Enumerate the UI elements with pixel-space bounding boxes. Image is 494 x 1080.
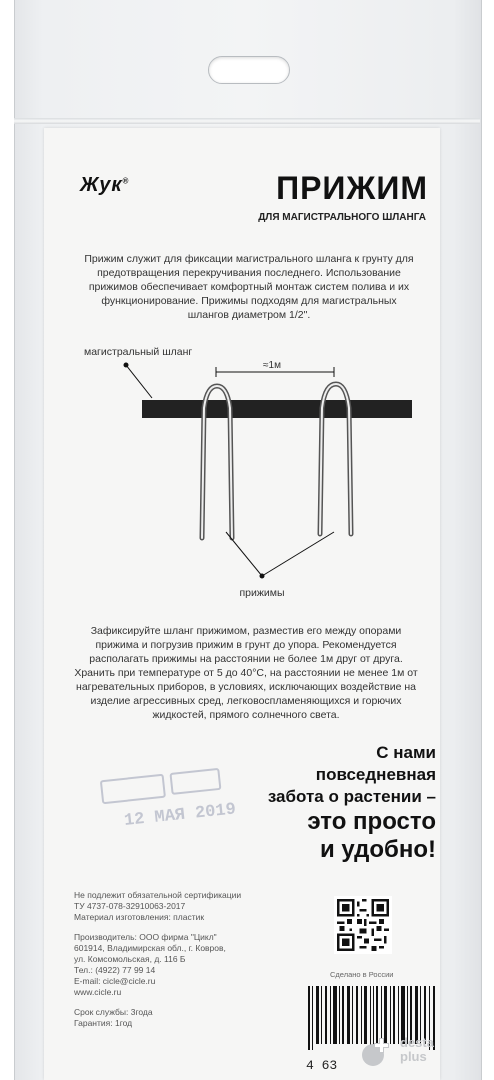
slogan-line-3: забота о растении – (267, 787, 436, 806)
legal-phone: Тел.: (4922) 77 99 14 (74, 965, 156, 975)
intro-text: Прижим служит для фиксации магистрального шланга к грунту для предотвращения перекручивания последнего. Использование прижимов обеспечивает комфортный монтаж систем полива и их функционирование. Прижимы подходям для магистральных шлангов диаметром 1/2". (84, 253, 414, 321)
stamp-box (100, 774, 166, 805)
made-in-russia: Сделано в России (330, 970, 394, 979)
legal-cert: Не подлежит обязательной сертификации (74, 890, 242, 900)
product-subtitle: ДЛЯ МАГИСТРАЛЬНОГО ШЛАНГА (258, 212, 426, 223)
legal-info (74, 890, 314, 1029)
legal-address-2: ул. Комсомольская, д. 116 Б (74, 954, 186, 964)
slogan-line-1: С нами (376, 743, 436, 762)
watermark-line-1: desta (400, 1035, 434, 1050)
clamps-pointer-dot (260, 574, 265, 579)
product-title: ПРИЖИМ (276, 170, 428, 206)
legal-maker: Производитель: ООО фирма "Цикл" (74, 932, 217, 942)
legal-material: Материал изготовления: пластик (74, 912, 205, 922)
hang-hole (208, 56, 290, 84)
watermark-line-2: plus (400, 1049, 427, 1064)
hose-pointer-line (126, 365, 152, 398)
legal-warranty: Гарантия: 1год (74, 1018, 133, 1028)
watermark (360, 1030, 490, 1076)
slogan-line-5: и удобно! (319, 836, 436, 863)
slogan-line-2: повседневная (315, 765, 436, 784)
legal-email: E-mail: cicle@cicle.ru (74, 976, 156, 986)
qr-code (334, 896, 392, 954)
hose-bar (142, 400, 412, 418)
hose-label: магистральный шланг (84, 346, 193, 358)
distance-label: ≈1м (263, 360, 281, 371)
brand-logo: Жук® (80, 174, 130, 196)
barcode-digits: 4 63 (306, 1058, 338, 1073)
stamp-date: 12 МАЯ 2019 (123, 800, 237, 832)
slogan (196, 742, 436, 864)
slogan-line-4: это просто (307, 808, 436, 835)
hose-clamp-diagram (44, 338, 440, 608)
instructions-text: Зафиксируйте шланг прижимом, разместив его между опорами прижима и погрузив прижим в грунт до упора. Рекомендуется располагать прижимы на расстоянии не более 1м друг от друга. Хранить при температуре от 5 до 40°С, на расстоянии не менее 1м от нагревательных приборов, в условиях, исключающих воздействие на изделие агрессивных сред, легковоспламеняющихся и горючих жидкостей, прямого солнечного света. (74, 625, 418, 721)
diagram-svg (44, 338, 440, 608)
plus-logo-icon (360, 1034, 394, 1068)
clamps-pointer-right (262, 532, 334, 576)
legal-tu: ТУ 4737-078-32910063-2017 (74, 901, 186, 911)
qr-code-svg (337, 899, 389, 951)
package-card (44, 128, 440, 1080)
clamps-label: прижимы (239, 587, 285, 599)
clamps-pointer-left (226, 532, 262, 576)
watermark-text (400, 1036, 434, 1064)
legal-service: Срок службы: 3года (74, 1007, 153, 1017)
legal-web: www.cicle.ru (74, 987, 122, 997)
legal-address-1: 601914, Владимирская обл., г. Ковров, (74, 943, 226, 953)
bag-seal (14, 118, 480, 124)
